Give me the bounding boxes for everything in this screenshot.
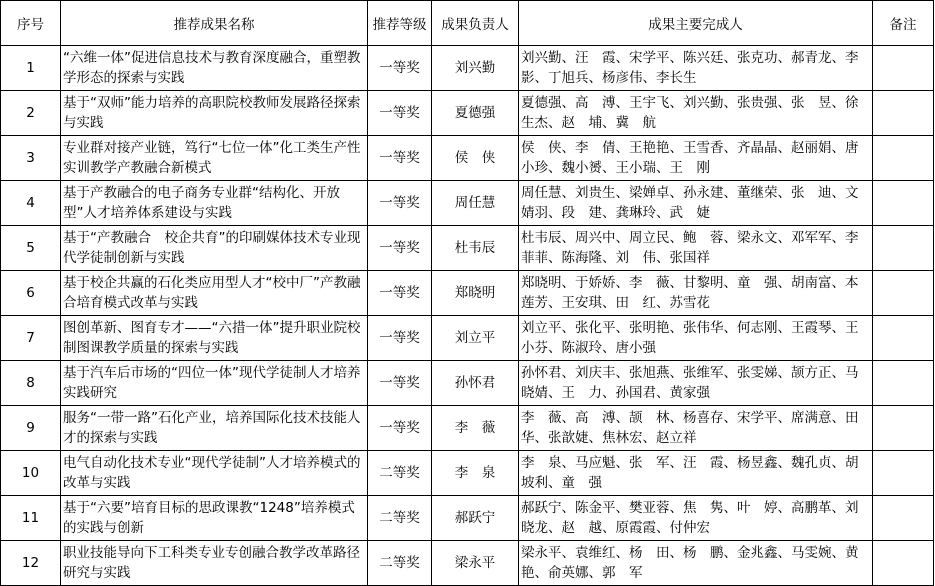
table-row	[1, 541, 934, 586]
row-grade: 一等奖	[368, 316, 432, 361]
row-grade: 二等奖	[368, 451, 432, 496]
row-remarks	[873, 226, 934, 271]
row-title: “六维一体”促进信息技术与教育深度融合，重塑教学形态的探索与实践	[61, 46, 368, 91]
table-row	[1, 226, 934, 271]
row-grade: 二等奖	[368, 496, 432, 541]
row-grade: 一等奖	[368, 46, 432, 91]
row-remarks	[873, 361, 934, 406]
row-leader: 郑晓明	[432, 271, 519, 316]
row-grade: 一等奖	[368, 136, 432, 181]
table-body	[1, 46, 934, 586]
table-row	[1, 181, 934, 226]
row-members: 侯 侠、李 倩、王艳艳、王雪香、齐晶晶、赵丽娟、唐小珍、魏小赟、王小瑞、王 刚	[519, 136, 873, 181]
row-grade: 一等奖	[368, 91, 432, 136]
row-seq: 8	[1, 361, 61, 406]
row-title: 基于“双师”能力培养的高职院校教师发展路径探索与实践	[61, 91, 368, 136]
row-remarks	[873, 46, 934, 91]
header-row	[1, 1, 934, 46]
header-title: 推荐成果名称	[61, 1, 368, 46]
row-members: 夏德强、高 溥、王宇飞、刘兴勤、张贵强、张 昱、徐生杰、赵 埔、冀 航	[519, 91, 873, 136]
row-grade: 二等奖	[368, 541, 432, 586]
row-seq: 1	[1, 46, 61, 91]
table-row	[1, 361, 934, 406]
row-grade: 一等奖	[368, 361, 432, 406]
row-members: 刘兴勤、汪 霞、宋学平、陈兴廷、张克功、郝青龙、李 影、丁旭兵、杨彦伟、李长生	[519, 46, 873, 91]
row-members: 杜韦辰、周兴中、周立民、鲍 蓉、梁永文、邓军军、李菲菲、陈海隆、刘 伟、张国祥	[519, 226, 873, 271]
row-remarks	[873, 541, 934, 586]
row-leader: 杜韦辰	[432, 226, 519, 271]
row-seq: 2	[1, 91, 61, 136]
table-row	[1, 91, 934, 136]
row-members: 周任慧、刘贵生、梁婵卓、孙永建、董继荣、张 迪、文婧羽、段 建、龚琳玲、武 婕	[519, 181, 873, 226]
row-title: 职业技能导向下工科类专业专创融合教学改革路径研究与实践	[61, 541, 368, 586]
row-remarks	[873, 181, 934, 226]
row-grade: 一等奖	[368, 406, 432, 451]
row-remarks	[873, 496, 934, 541]
row-leader: 刘兴勤	[432, 46, 519, 91]
row-grade: 一等奖	[368, 181, 432, 226]
header-remarks: 备注	[873, 1, 934, 46]
table-row	[1, 406, 934, 451]
row-seq: 3	[1, 136, 61, 181]
row-seq: 12	[1, 541, 61, 586]
row-leader: 郝跃宁	[432, 496, 519, 541]
row-members: 李 薇、高 溥、颉 林、杨喜存、宋学平、席满意、田 华、张歆婕、焦林宏、赵立祥	[519, 406, 873, 451]
row-title: 专业群对接产业链，笃行“七位一体”化工类生产性实训教学产教融合新模式	[61, 136, 368, 181]
row-seq: 5	[1, 226, 61, 271]
table-row	[1, 316, 934, 361]
row-members: 郑晓明、于娇娇、李 薇、甘黎明、童 强、胡南富、本莲芳、王安琪、田 红、苏雪花	[519, 271, 873, 316]
table-header	[1, 1, 934, 46]
row-remarks	[873, 316, 934, 361]
table-row	[1, 271, 934, 316]
row-title: 服务“一带一路”石化产业，培养国际化技术技能人才的探索与实践	[61, 406, 368, 451]
row-remarks	[873, 451, 934, 496]
row-leader: 李 泉	[432, 451, 519, 496]
header-seq: 序号	[1, 1, 61, 46]
row-grade: 一等奖	[368, 226, 432, 271]
row-remarks	[873, 136, 934, 181]
row-members: 李 泉、马应魁、张 军、汪 霞、杨昱鑫、魏孔贞、胡坡利、童 强	[519, 451, 873, 496]
table-row	[1, 136, 934, 181]
row-seq: 4	[1, 181, 61, 226]
row-members: 梁永平、袁维红、杨 田、杨 鹏、金兆鑫、马雯婉、黄 艳、俞英娜、郭 军	[519, 541, 873, 586]
row-members: 刘立平、张化平、张明艳、张伟华、何志刚、王霞琴、王小芬、陈淑玲、唐小强	[519, 316, 873, 361]
row-title: 基于“六要”培育目标的思政课教“1248”培养模式的实践与创新	[61, 496, 368, 541]
row-remarks	[873, 271, 934, 316]
row-leader: 孙怀君	[432, 361, 519, 406]
row-seq: 9	[1, 406, 61, 451]
row-title: 基于汽车后市场的“四位一体”现代学徒制人才培养实践研究	[61, 361, 368, 406]
row-grade: 一等奖	[368, 271, 432, 316]
row-title: 电气自动化技术专业“现代学徒制”人才培养模式的改革与实践	[61, 451, 368, 496]
row-leader: 周任慧	[432, 181, 519, 226]
row-remarks	[873, 91, 934, 136]
header-leader: 成果负责人	[432, 1, 519, 46]
row-members: 郝跃宁、陈金平、樊亚蓉、焦 隽、叶 婷、高鹏革、刘晓龙、赵 越、原霞霞、付仲宏	[519, 496, 873, 541]
table-row	[1, 496, 934, 541]
row-title: 基于“产教融合 校企共育”的印刷媒体技术专业现代学徒制创新与实践	[61, 226, 368, 271]
row-leader: 侯 侠	[432, 136, 519, 181]
row-title: 图创革新、图育专才——“六措一体”提升职业院校制图课教学质量的探索与实践	[61, 316, 368, 361]
row-leader: 梁永平	[432, 541, 519, 586]
row-title: 基于产教融合的电子商务专业群“结构化、开放型”人才培养体系建设与实践	[61, 181, 368, 226]
row-members: 孙怀君、刘庆丰、张旭燕、张维军、张雯娣、颉方正、马晓婧、王 力、孙国君、黄家强	[519, 361, 873, 406]
row-remarks	[873, 406, 934, 451]
row-seq: 11	[1, 496, 61, 541]
row-leader: 夏德强	[432, 91, 519, 136]
row-seq: 7	[1, 316, 61, 361]
row-seq: 10	[1, 451, 61, 496]
table-row	[1, 451, 934, 496]
table-row	[1, 46, 934, 91]
row-title: 基于校企共赢的石化类应用型人才“校中厂”产教融合培育模式改革与实践	[61, 271, 368, 316]
row-leader: 李 薇	[432, 406, 519, 451]
row-leader: 刘立平	[432, 316, 519, 361]
header-members: 成果主要完成人	[519, 1, 873, 46]
header-grade: 推荐等级	[368, 1, 432, 46]
row-seq: 6	[1, 271, 61, 316]
